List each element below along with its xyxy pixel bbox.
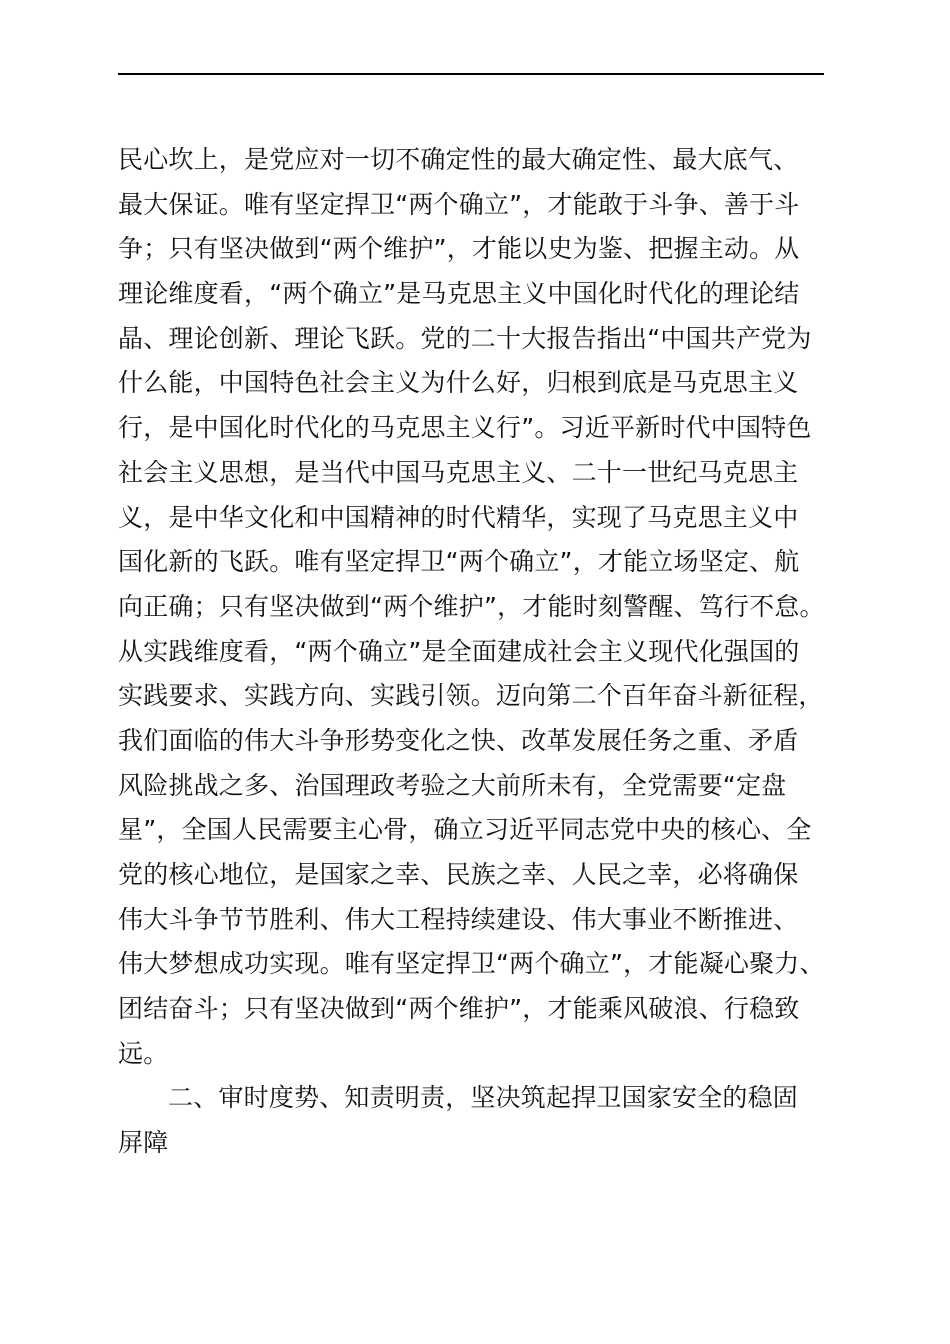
text-line: 我们面临的伟大斗争形势变化之快、改革发展任务之重、矛盾 — [118, 725, 799, 755]
header-rule — [118, 73, 824, 75]
text-line: 理论维度看，“两个确立”是马克思主义中国化时代化的理论结 — [118, 279, 800, 309]
paragraph-body — [118, 138, 830, 1076]
document-body — [118, 138, 830, 1166]
text-line: 党的核心地位，是国家之幸、民族之幸、人民之幸，必将确保 — [118, 860, 799, 889]
heading-line: 二、审时度势、知责明责，坚决筑起捍卫国家安全的稳固 — [168, 1083, 799, 1113]
text-line: 什么能，中国特色社会主义为什么好，归根到底是马克思主义 — [118, 368, 799, 398]
text-line: 团结奋斗；只有坚决做到“两个维护”，才能乘风破浪、行稳致 — [118, 994, 800, 1024]
text-line: 行，是中国化时代化的马克思主义行”。习近平新时代中国特色 — [118, 413, 812, 443]
text-line: 伟大梦想成功实现。唯有坚定捍卫“两个确立”，才能凝心聚力、 — [118, 949, 825, 979]
text-line: 从实践维度看，“两个确立”是全面建成社会主义现代化强国的 — [118, 636, 800, 666]
text-line: 星”，全国人民需要主心骨，确立习近平同志党中央的核心、全 — [118, 815, 812, 845]
text-line: 义，是中华文化和中国精神的时代精华，实现了马克思主义中 — [118, 502, 799, 532]
text-line: 社会主义思想，是当代中国马克思主义、二十一世纪马克思主 — [118, 457, 799, 487]
heading-line: 屏障 — [118, 1128, 169, 1158]
text-line: 民心坎上，是党应对一切不确定性的最大确定性、最大底气、 — [118, 145, 799, 174]
text-line: 实践要求、实践方向、实践引领。迈向第二个百年奋斗新征程， — [118, 681, 824, 711]
text-line: 风险挑战之多、治国理政考验之大前所未有，全党需要“定盘 — [118, 770, 787, 800]
text-line: 最大保证。唯有坚定捍卫“两个确立”，才能敢于斗争、善于斗 — [118, 189, 800, 219]
text-line: 争；只有坚决做到“两个维护”，才能以史为鉴、把握主动。从 — [118, 234, 800, 264]
text-line: 国化新的飞跃。唯有坚定捍卫“两个确立”，才能立场坚定、航 — [118, 547, 800, 577]
section-heading — [118, 1076, 830, 1165]
text-line: 晶、理论创新、理论飞跃。党的二十大报告指出“中国共产党为 — [118, 323, 812, 353]
text-line: 向正确；只有坚决做到“两个维护”，才能时刻警醒、笃行不怠。 — [118, 591, 825, 621]
text-line: 伟大斗争节节胜利、伟大工程持续建设、伟大事业不断推进、 — [118, 904, 799, 934]
text-line: 远。 — [118, 1038, 169, 1068]
